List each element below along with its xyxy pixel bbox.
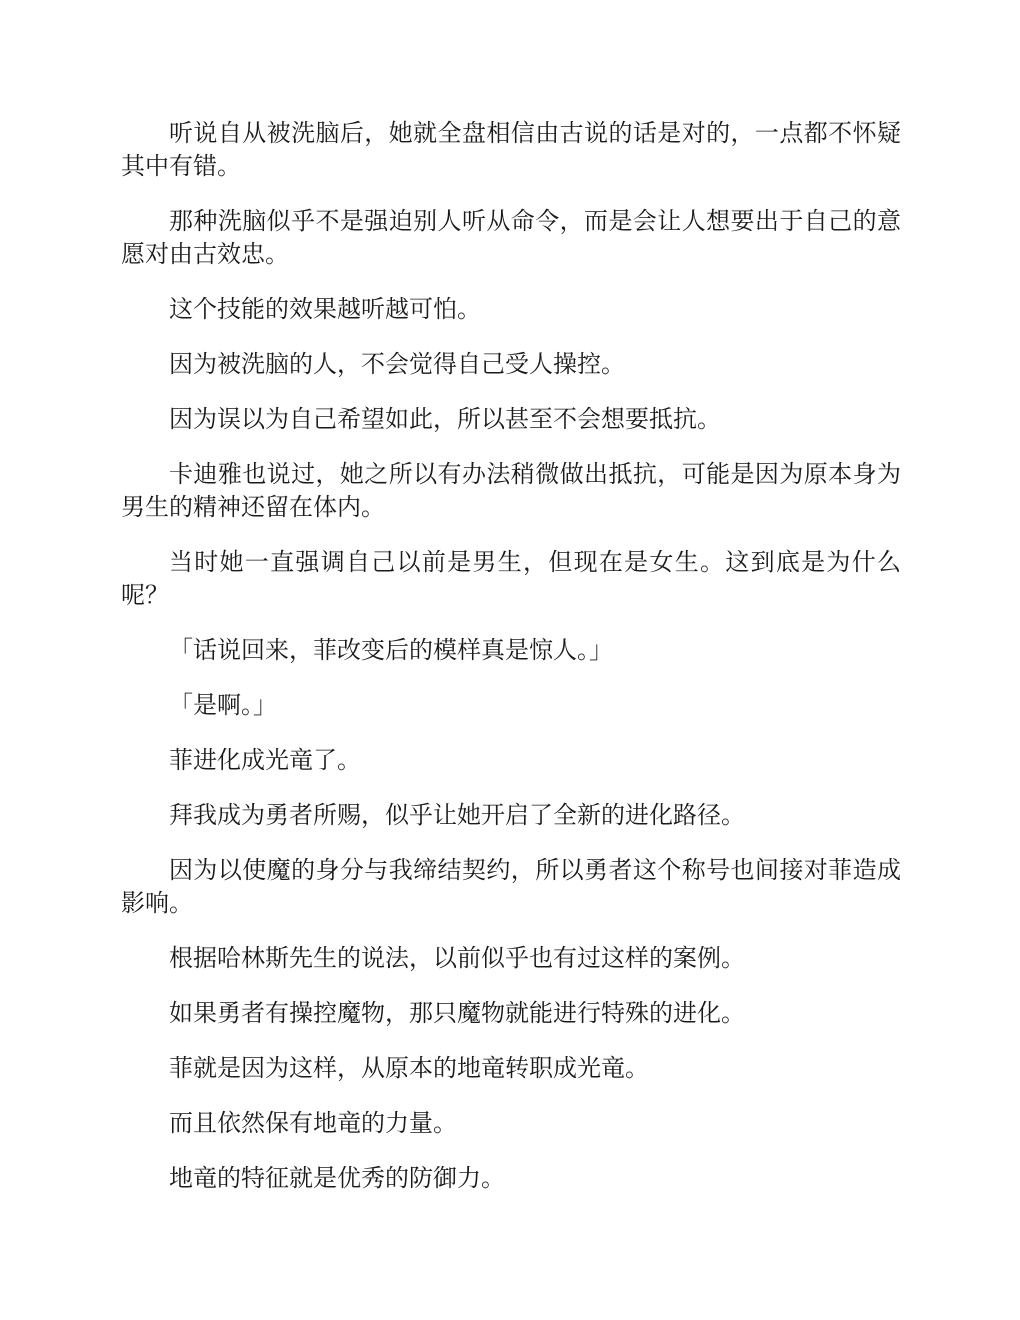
paragraph: 听说自从被洗脑后，她就全盘相信由古说的话是对的，一点都不怀疑其中有错。	[121, 119, 901, 180]
paragraph: 因为以使魔的身分与我缔结契约，所以勇者这个称号也间接对菲造成影响。	[121, 856, 901, 917]
dialogue-line: 「是啊。」	[169, 691, 277, 719]
paragraph: 卡迪雅也说过，她之所以有办法稍微做出抵抗，可能是因为原本身为男生的精神还留在体内。	[121, 460, 901, 521]
paragraph: 拜我成为勇者所赐，似乎让她开启了全新的进化路径。	[169, 801, 745, 829]
paragraph: 地竜的特征就是优秀的防御力。	[169, 1164, 505, 1192]
paragraph: 那种洗脑似乎不是强迫别人听从命令，而是会让人想要出于自己的意愿对由古效忠。	[121, 207, 901, 268]
paragraph: 菲就是因为这样，从原本的地竜转职成光竜。	[169, 1054, 649, 1082]
text-body	[121, 117, 901, 1217]
paragraph: 因为误以为自己希望如此，所以甚至不会想要抵抗。	[169, 405, 721, 433]
paragraph: 因为被洗脑的人，不会觉得自己受人操控。	[169, 350, 625, 378]
dialogue-line: 「话说回来，菲改变后的模样真是惊人。」	[169, 636, 613, 664]
paragraph: 菲进化成光竜了。	[169, 746, 361, 774]
paragraph: 如果勇者有操控魔物，那只魔物就能进行特殊的进化。	[169, 999, 745, 1027]
paragraph: 而且依然保有地竜的力量。	[169, 1109, 457, 1137]
paragraph: 当时她一直强调自己以前是男生，但现在是女生。这到底是为什么呢？	[121, 548, 901, 609]
paragraph: 这个技能的效果越听越可怕。	[169, 295, 481, 323]
paragraph: 根据哈林斯先生的说法，以前似乎也有过这样的案例。	[169, 944, 745, 972]
